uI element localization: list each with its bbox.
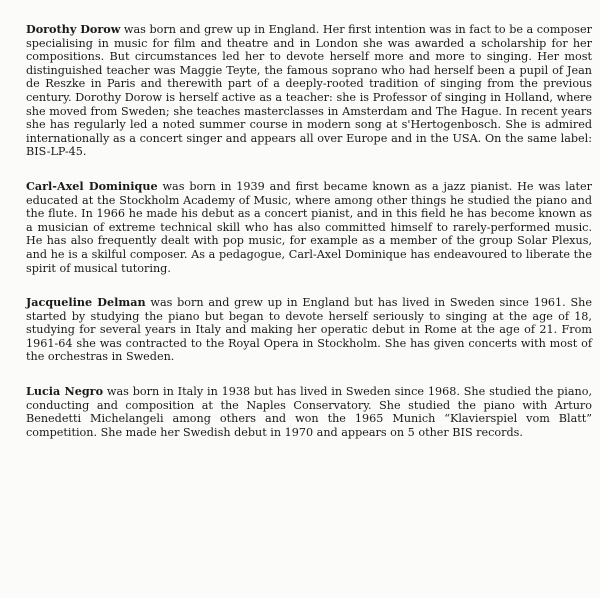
bio-lucia-negro [26,385,592,439]
bio-text: was born and grew up in England. Her first intention was in fact to be a composer specialising in music for film and theatre and in London she was awarded a scholarship for her compositions. But circumstances led her to devote herself more and more to singing. Her most distinguished teacher was Maggie Teyte, the famous soprano who had herself been a pupil of Jean de Reszke in Paris and therewith part of a deeply-rooted tradition of singing from the previous century. Dorothy Dorow is herself active as a teacher: she is Professor of singing in Holland, where she moved from Sweden; she teaches masterclasses in Amsterdam and The Hague. In recent years she has regularly led a noted summer course in modern song at s'Hertogenbosch. She is admired internationally as a concert singer and appears all over Europe and in the USA. On the same label: BIS-LP-45. [26,23,592,159]
bio-text: was born in Italy in 1938 but has lived in Sweden since 1968. She studied the piano, conducting and composition at the Naples Conservatory. She studied the piano with Arturo Benedetti Michelangeli among others and won the 1965 Munich “Klavierspiel vom Blatt” competition. She made her Swedish debut in 1970 and appears on 5 other BIS records. [26,385,592,439]
bio-text: was born and grew up in England but has lived in Sweden since 1961. She started by studying the piano but began to devote herself seriously to singing at the age of 18, studying for several years in Italy and making her operatic debut in Rome at the age of 21. From 1961-64 she was contracted to the Royal Opera in Stockholm. She has given concerts with most of the orchestras in Sweden. [26,296,592,364]
bio-name: Dorothy Dorow [26,22,121,36]
bio-text: was born in 1939 and first became known as a jazz pianist. He was later educated at the Stockholm Academy of Music, where among other things he studied the piano and the flute. In 1966 he made his debut as a concert pianist, and in this field he has become known as a musician of extreme technical skill who has also committed himself to rarely-performed music. He has also frequently dealt with pop music, for example as a member of the group Solar Plexus, and he is a skilful composer. As a pedagogue, Carl-Axel Dominique has endeavoured to liberate the spirit of musical tutoring. [26,179,593,275]
bio-jacqueline-delman [26,296,592,364]
bio-name: Jacqueline Delman [26,295,146,310]
bio-name: Lucia Negro [26,384,104,399]
bio-dorothy-dorow [26,23,592,159]
bio-name: Carl-Axel Dominique [26,178,158,193]
liner-notes-page [26,23,592,460]
bio-carl-axel-dominique [26,180,592,275]
